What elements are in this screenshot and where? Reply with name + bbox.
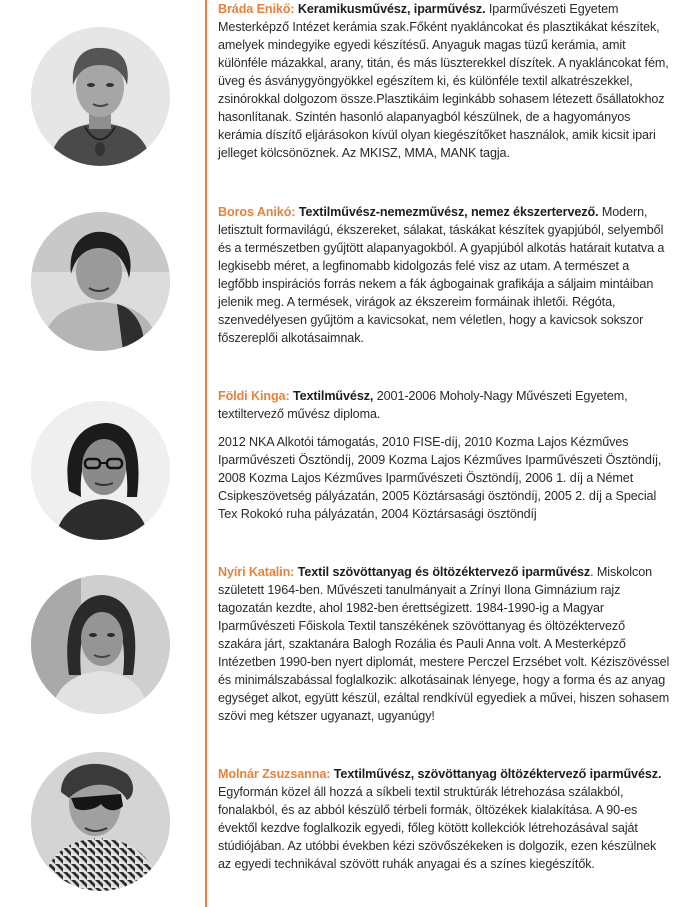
artist-description: Modern, letisztult formavilágú, ékszereket, sálakat, táskákat készítek gyapjúból, selyemből és a természetben gyűjtött alapanyagokból. A gyapjúból alkotás határait kutatva a legkisebb méret, a legfinomabb kidolgozás felé visz az utam. A természet a legfőbb inspirációs forrás nekem a fák ágbogainak grafikája a sáljaim mintáiban jelenik meg. A termések, virágok az ékszereim formáinak ihletői. Régóta, szenvedélyesen gyűjtöm a kavicsokat, nem véletlen, hogy a kavicsok sokszor főszereplői alkotásaimnak. [218,205,665,345]
portrait-photo [31,212,170,351]
bio-paragraph [218,563,670,725]
artist-role: Textilművész-nemezművész, nemez ékszertervező. [298,205,599,219]
portrait-photo [31,401,170,540]
portrait-photo [31,752,170,891]
bio-molnar-zsuzsanna [218,765,670,873]
artist-name: Bráda Enikő: [218,2,295,16]
portrait-brada-eniko [31,27,170,166]
artist-role: Textil szövöttanyag és öltözéktervező iparművész [297,565,591,579]
bio-nyiri-katalin [218,563,670,725]
bio-paragraph [218,387,670,423]
artist-role: Textilművész, szövöttanyag öltözéktervező iparművész. [333,767,662,781]
artist-name: Nyíri Katalin: [218,565,295,579]
portrait-molnar-zsuzsanna [31,752,170,891]
portrait-photo [31,575,170,714]
artist-role: Keramikusművész, iparművész. [297,2,486,16]
artist-role: Textilművész, [292,389,374,403]
portrait-foldi-kinga [31,401,170,540]
orange-divider-line [205,0,207,907]
bio-boros-aniko [218,203,670,347]
artist-description: 2001-2006 Moholy-Nagy Művészeti Egyetem, textiltervező művész diploma. [218,389,628,421]
bio-awards-paragraph: 2012 NKA Alkotói támogatás, 2010 FISE-díj, 2010 Kozma Lajos Kézműves Iparművészeti Ösztöndíj, 2009 Kozma Lajos Kézműves Iparművészeti Ösztöndíj, 2008 Kozma Lajos Kézműves Iparművészeti Ösztöndíj, 2006 1. díj a Német Csipkeszövetség pályázatán, 2005 Köztársasági ösztöndíj, 2005 2. díj a Special Tex Rokokó ruha pályázatán, 2004 Köztársasági ösztöndíj [218,435,662,521]
portrait-boros-aniko [31,212,170,351]
bio-paragraph [218,0,670,162]
portrait-nyiri-katalin [31,575,170,714]
artist-description: Iparművészeti Egyetem Mesterképző Intézet kerámia szak.Főként nyakláncokat és plasztikákat készítek, amelyek mindegyike egyedi készítésű. Anyaguk magas tüzű kerámia, amit különféle mázakkal, arany, titán, és más lüszterekkel díszítek. A nyakláncokat fém, üveg és ásványgyöngyökkel egészítem ki, és különféle textil alkatrészekkel, zsinórokkal dolgozom össze.Plasztikáim leginkább sohasem létezett ősállatokhoz hasonlítanak. Szintén hasonló alapanyagból készülnek, de a hagyományos kerámia díszítő eljárásokon kívül olyan kiegészítőket használok, amik kicsit ipari jelleget kölcsönöznek. Az MKISZ, MMA, MANK tagja. [218,2,669,160]
bio-brada-eniko [218,0,670,162]
bio-foldi-kinga [218,387,670,523]
artist-description: . Miskolcon született 1964-ben. Művészeti tanulmányait a Zrínyi Ilona Gimnázium rajz tagozatán kezdte, ahol 1982-ben érettségizett. 1984-1990-ig a Magyar Iparművészeti Főiskola Textil tanszékének szövöttanyag és öltözéktervező szakára járt, szaktanára Balogh Rozália és Pauli Anna volt. A Mesterképző Intézetben 1990-ben nyert diplomát, mestere Perczel Erzsébet volt. Kéziszövéssel és minimálszabással foglalkozik: alkotásainak lényege, hogy a forma és az anyag egységet alkot, együtt készül, ezáltal rendkívül egyediek a művei, hiszen sohasem szövi meg kétszer ugyanazt, ugyanúgy! [218,565,670,723]
artist-name: Földi Kinga: [218,389,290,403]
artist-name: Molnár Zsuzsanna: [218,767,331,781]
artist-name: Boros Anikó: [218,205,296,219]
artist-description: Egyformán közel áll hozzá a síkbeli textil struktúrák létrehozása szálakból, fonalakból, és az abból készülő térbeli formák, öltözékek kialakítása. A 90-es évektől kezdve foglalkozik egyedi, főleg kötött kollekciók létrehozásával saját stúdiójában. Az utóbbi években kézi szövőszékeken is dolgozik, ezen készülnek az egyedi technikával szövött ruhák anyagai és a színes kiegészítők. [218,785,657,871]
bio-paragraph [218,203,670,347]
bio-paragraph [218,765,670,873]
portrait-photo [31,27,170,166]
